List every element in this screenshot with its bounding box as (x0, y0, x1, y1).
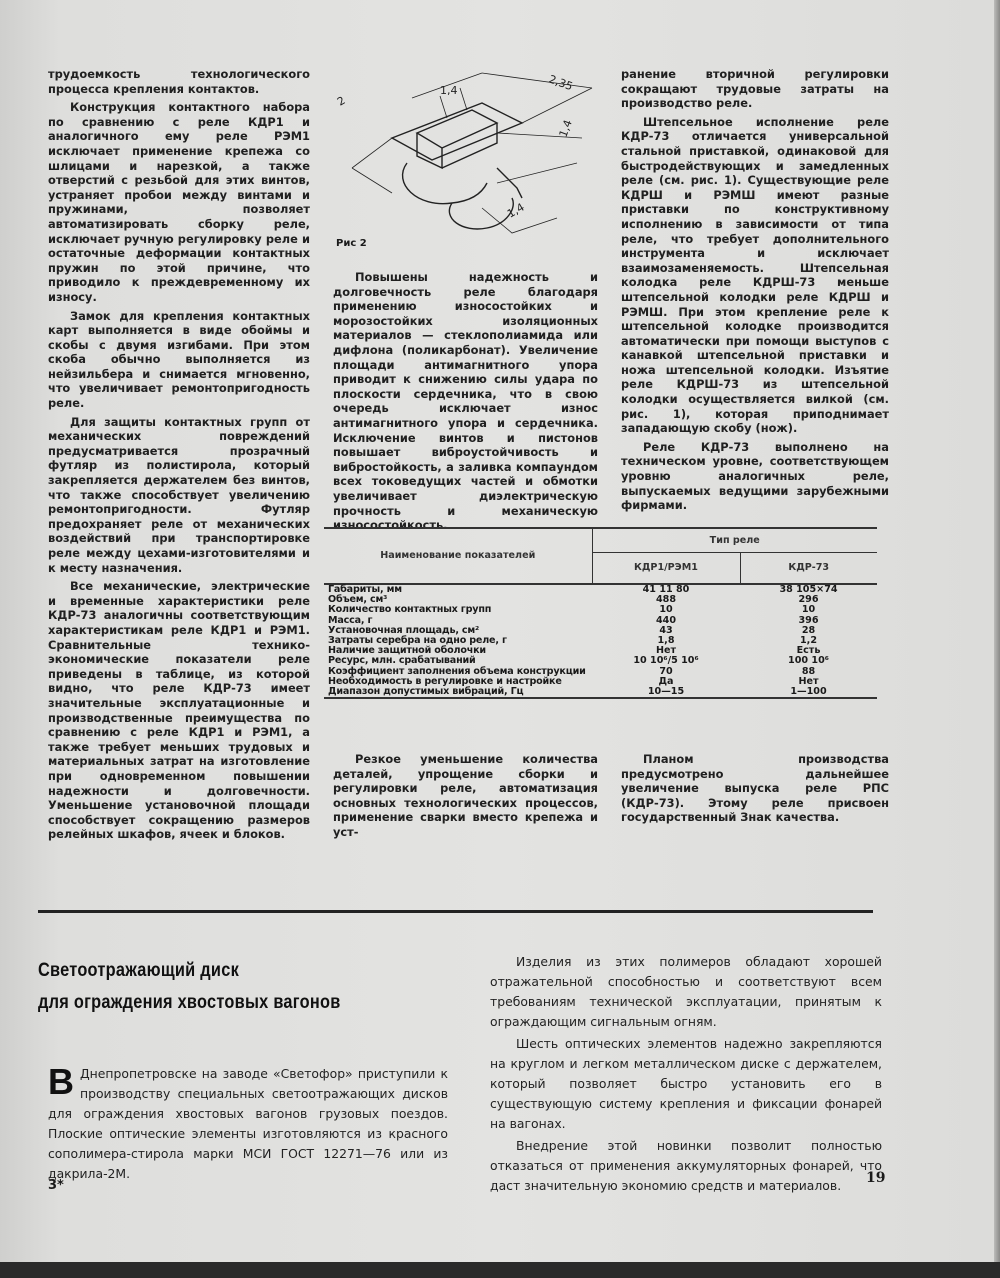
paragraph: Резкое уменьшение количества деталей, упрощение сборки и регулировки реле, автоматизация основных технологических процессов, применение сварки вместо крепежа и уст- (333, 752, 598, 839)
table-cell-kdr1: 10 (659, 604, 673, 616)
table-cell-kdr1: 70 (659, 665, 673, 677)
text-column-right (621, 67, 889, 517)
table-cell-kdr73: 100 10⁶ (788, 655, 829, 667)
lead-text: Днепропетровске на заводе «Светофор» приступили к производству специальных светоотражающих дисков для ограждения хвостовых вагонов грузовых поездов. Плоские оптические элементы изготовляются из красного сополимера-стирола марки МСИ ГОСТ 12271—76 или из дакрила-2М. (48, 1066, 448, 1181)
table-cell-kdr73: 88 (801, 665, 816, 677)
article-lead (48, 1061, 448, 1184)
contact-spring-figure (322, 68, 602, 253)
article-body (490, 952, 882, 1198)
table-cell-name: Диапазон допустимых вибраций, Гц (328, 686, 524, 698)
table-cell-name: Количество контактных групп (328, 604, 492, 616)
paragraph: трудоемкость технологического процесса крепления контактов. (48, 67, 310, 96)
page-number: 19 (866, 1170, 886, 1186)
page-edge (0, 1262, 1000, 1278)
table-cell-kdr73: 10 (801, 604, 816, 616)
table-cell-name: Ресурс, млн. срабатываний (328, 655, 476, 667)
table-cell-kdr73: 296 (798, 594, 819, 606)
paragraph: Изделия из этих полимеров обладают хорошей отражательной способностью и соответствуют всем требованиям технической эксплуатации, принятым к ограждающим сигнальным огням. (490, 954, 882, 1029)
paragraph: Шесть оптических элементов надежно закрепляются на круглом и легком металлическом диске с держателем, который позволяет быстро установить его в существующую систему крепления и фиксации фонарей на вагонах. (490, 1036, 882, 1131)
figure-caption: Рис 2 (336, 238, 367, 249)
dim-label: 1,4 (505, 200, 527, 221)
table-cell-name: Наличие защитной оболочки (328, 645, 486, 657)
paragraph: Реле КДР-73 выполнено на техническом уровне, соответствующем уровню аналогичных реле, выпускаемых ведущими зарубежными фирмами. (621, 439, 889, 513)
table-cell-kdr73: 28 (801, 624, 816, 636)
table-cell-kdr1: Да (658, 675, 674, 687)
paragraph: Повышены надежность и долговечность реле благодаря применению износостойких и морозостойких изоляционных материалов — стеклополиамида или дифлона (поликарбонат). Увеличение площади антимагнитного упора приводит к снижению силы удара по плоскости сердечника, что в свою очередь исключает износ антимагнитного упора и сердечника. Исключение винтов и пистонов повышает виброустойчивость и вибростойкость, а заливка компаундом всех токоведущих частей и обмотки увеличивает диэлектрическую прочность и механическую износостойкость. (333, 270, 598, 533)
table-cell-name: Объем, см³ (328, 594, 388, 606)
paragraph: Замок для крепления контактных карт выполняется в виде обоймы и скобы с двумя изгибами. При этом скоба обычно выполняется из нейзильбера и снимается мгновенно, что увеличивает ремонтопригодность реле. (48, 308, 310, 411)
headline-line: Светоотражающий диск (38, 960, 240, 981)
table-cell-name: Затраты серебра на одно реле, г (328, 635, 507, 647)
table-cell-name: Габариты, мм (328, 584, 402, 595)
table-header-type: Тип реле (592, 528, 877, 553)
table-cell-name: Установочная площадь, см² (328, 624, 480, 636)
table-cell-kdr1: 1,8 (657, 635, 675, 647)
dim-label: 1,4 (440, 84, 458, 97)
text-column-right-bottom (621, 752, 889, 829)
table-cell-kdr1: 10 10⁶/5 10⁶ (633, 655, 699, 667)
paragraph: Конструкция контактного набора по сравнению с реле КДР1 и аналогичного ему реле РЭМ1 исключает применение крепежа со шлицами и нарезкой, а также отверстий с резьбой для этих винтов, устраняет пробои между винтами и пружинами, позволяет автоматизировать сборку реле, исключает ручную регулировку реле и остаточные деформации контактных пружин по этой причине, что приводило к преждевременному их износу. (48, 100, 310, 304)
paragraph: ранение вторичной регулировки сокращают трудовые затраты на производство реле. (621, 67, 889, 111)
table-cell-kdr73: Есть (796, 645, 821, 657)
table-cell-kdr73: 396 (798, 614, 819, 626)
table-cell-kdr73: 1,2 (800, 635, 817, 647)
table-cell-kdr1: 10—15 (647, 686, 685, 698)
table-cell-kdr1: 488 (655, 594, 677, 606)
text-column-left (48, 67, 310, 846)
table-row (324, 687, 877, 698)
paragraph: Штепсельное исполнение реле КДР-73 отличается универсальной стальной приставкой, одинаковой для быстродействующих и замедленных реле (см. рис. 1). Существующие реле КДРШ и РЭМШ имеют разные приставки по конструктивному исполнению в зависимости от типа реле, что требует дополнительного инструмента и исключает взаимозаменяемость. Штепсельная колодка реле КДРШ-73 меньше штепсельной колодки реле КДРШ и РЭМШ. При этом крепление реле к штепсельной колодке производится автоматически при помощи выступов с канавкой штепсельной приставки и ножа штепсельной колодки. Изъятие реле КДРШ-73 из штепсельной колодки осуществляется вилкой (см. рис. 1), которая приподнимает западающую скобу (нож). (621, 114, 889, 436)
table-cell-kdr1: 43 (659, 624, 673, 636)
table-cell-kdr73: Нет (798, 675, 819, 687)
table-header-kdr73: КДР-73 (788, 562, 830, 574)
headline-line: для ограждения хвостовых вагонов (38, 992, 341, 1013)
table-header-kdr1: КДР1/РЭМ1 (592, 553, 740, 584)
signature-mark: 3* (48, 1178, 64, 1193)
drop-cap: В (48, 1061, 74, 1102)
text-column-middle (333, 270, 598, 537)
article-headline (38, 955, 365, 1019)
table-cell-name: Необходимость в регулировке и настройке (328, 675, 562, 687)
table-cell-kdr73: 38 105×74 (779, 584, 838, 595)
table-cell-kdr1: Нет (655, 645, 677, 657)
table-cell-name: Коэффициент заполнения объема конструкции (328, 665, 586, 677)
dim-label: 2,35 (546, 72, 575, 94)
table-cell-kdr73: 1—100 (790, 686, 827, 698)
table-cell-kdr1: 440 (655, 614, 677, 626)
table-cell-name: Масса, г (328, 614, 373, 626)
table-cell-kdr1: 41 11 80 (642, 584, 690, 595)
text-column-middle-bottom (333, 752, 598, 844)
table-row (324, 584, 877, 595)
table-header-name: Наименование показателей (324, 528, 592, 584)
paragraph: Планом производства предусмотрено дальнейшее увеличение выпуска реле РПС (КДР-73). Этому реле присвоен государственный Знак качества. (621, 752, 889, 825)
section-divider (38, 910, 873, 913)
paragraph: Для защиты контактных групп от механических повреждений предусматривается прозрачный футляр из полистирола, который закрепляется держателем без винтов, что также способствует увеличению ремонтопригодности. Футляр предохраняет реле от механических воздействий при транспортировке реле между цехами-изготовителями и к месту назначения. (48, 414, 310, 575)
paragraph: Все механические, электрические и временные характеристики реле КДР-73 аналогичны соответствующим характеристикам реле КДР1 и РЭМ1. Сравнительные технико-экономические показатели реле приведены в таблице, из которой видно, что реле КДР-73 имеет значительные эксплуатационные и производственные преимущества по сравнению с реле КДР1 и РЭМ1, а также требует меньших трудовых и материальных затрат на изготовление при одновременном повышении надежности и долговечности. Уменьшение установочной площади способствует сокращению размеров релейных шкафов, ячеек и блоков. (48, 579, 310, 842)
dim-label: 2 (335, 93, 348, 109)
dim-label: 1,4 (556, 118, 575, 140)
comparison-table (324, 527, 877, 699)
paragraph: Внедрение этой новинки позволит полностью отказаться от применения аккумуляторных фонарей, что даст значительную экономию средств и материалов. (490, 1138, 882, 1193)
table-row (324, 605, 877, 615)
page-edge (994, 0, 1000, 1278)
